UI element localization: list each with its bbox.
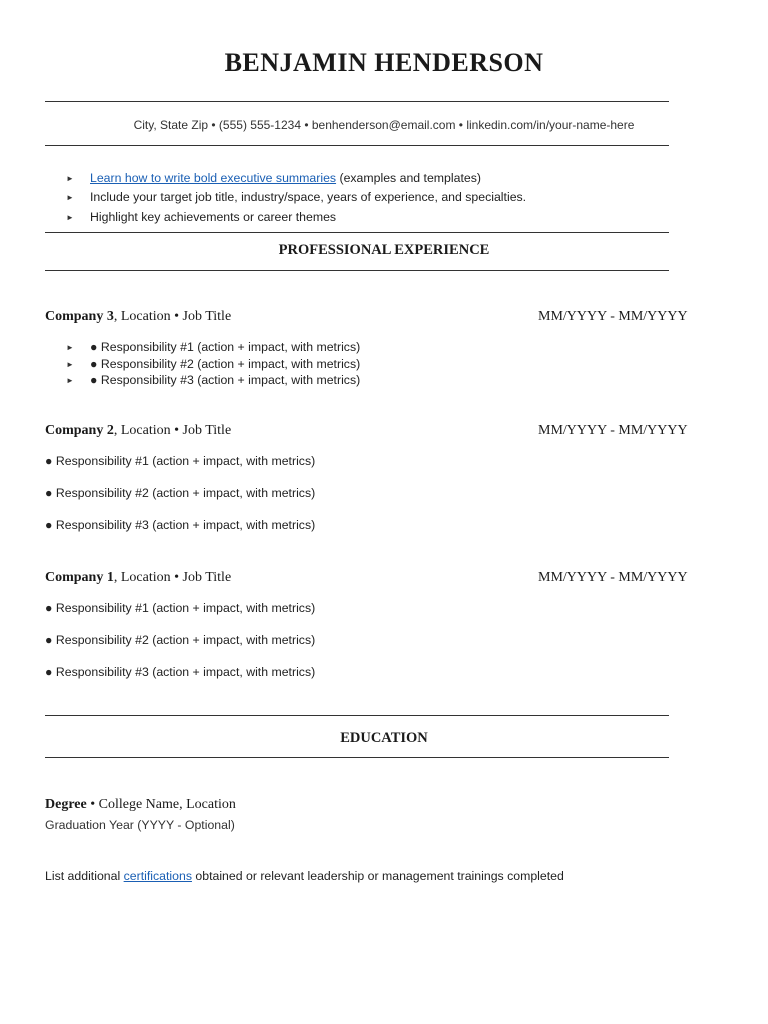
resume-name: BENJAMIN HENDERSON [224, 48, 544, 77]
company-name: Company 2 [45, 423, 114, 438]
summary-item-3 [66, 210, 336, 224]
job-heading [45, 309, 231, 325]
additional-note [45, 869, 564, 883]
responsibility-item [66, 357, 360, 371]
arrow-bullet-icon: ► [66, 343, 74, 353]
job-dates: MM/YYYY - MM/YYYY [538, 570, 688, 585]
arrow-bullet-icon: ► [66, 213, 74, 223]
company-name: Company 3 [45, 309, 114, 324]
job-location-title: , Location • Job Title [113, 423, 232, 438]
additional-suffix: obtained or relevant leadership or management trainings completed [191, 869, 564, 883]
responsibility-item: ● Responsibility #1 (action + impact, with metrics) [45, 454, 316, 468]
graduation-year: Graduation Year (YYYY - Optional) [45, 818, 235, 832]
college-location: • College Name, Location [86, 797, 236, 812]
job-location-title: , Location • Job Title [113, 309, 232, 324]
arrow-bullet-icon: ► [66, 174, 74, 184]
responsibility-item: ● Responsibility #3 (action + impact, with metrics) [45, 518, 316, 532]
responsibility-text: ● Responsibility #3 (action + impact, with metrics) [90, 373, 361, 387]
responsibility-text: ● Responsibility #2 (action + impact, with metrics) [90, 357, 361, 371]
arrow-bullet-icon: ► [66, 193, 74, 203]
summary-item-text: Highlight key achievements or career themes [90, 210, 337, 224]
degree-line [45, 797, 236, 813]
experience-divider-bottom [45, 270, 669, 271]
job-heading [45, 423, 231, 439]
responsibility-item: ● Responsibility #3 (action + impact, with metrics) [45, 665, 316, 679]
company-name: Company 1 [45, 570, 114, 585]
summary-item-text: (examples and templates) [336, 171, 481, 185]
responsibility-item: ● Responsibility #1 (action + impact, with metrics) [45, 601, 316, 615]
job-dates: MM/YYYY - MM/YYYY [538, 423, 688, 438]
responsibility-item: ● Responsibility #2 (action + impact, with metrics) [45, 486, 316, 500]
arrow-bullet-icon: ► [66, 376, 74, 386]
additional-prefix: List additional [45, 869, 124, 883]
summary-item-text: Include your target job title, industry/space, years of experience, and specialties. [90, 190, 527, 204]
job-heading [45, 570, 231, 586]
responsibility-item [66, 373, 360, 387]
contact-line: City, State Zip • (555) 555-1234 • benhenderson@email.com • linkedin.com/in/your-name-here [133, 118, 635, 132]
responsibility-item: ● Responsibility #2 (action + impact, with metrics) [45, 633, 316, 647]
summary-item-2 [66, 190, 526, 204]
degree-name: Degree [45, 797, 87, 812]
header-divider-bottom [45, 145, 669, 146]
education-divider-bottom [45, 757, 669, 758]
job-dates: MM/YYYY - MM/YYYY [538, 309, 688, 324]
header-divider-top [45, 101, 669, 102]
section-title-experience: PROFESSIONAL EXPERIENCE [278, 242, 490, 258]
executive-summaries-link[interactable]: Learn how to write bold executive summaries [90, 171, 337, 185]
experience-divider-top [45, 232, 669, 233]
arrow-bullet-icon: ► [66, 360, 74, 370]
job-location-title: , Location • Job Title [113, 570, 232, 585]
section-title-education: EDUCATION [340, 730, 428, 746]
summary-item-1 [66, 171, 481, 185]
responsibility-item [66, 340, 360, 354]
certifications-link[interactable]: certifications [123, 869, 192, 883]
education-divider-top [45, 715, 669, 716]
responsibility-text: ● Responsibility #1 (action + impact, with metrics) [90, 340, 361, 354]
